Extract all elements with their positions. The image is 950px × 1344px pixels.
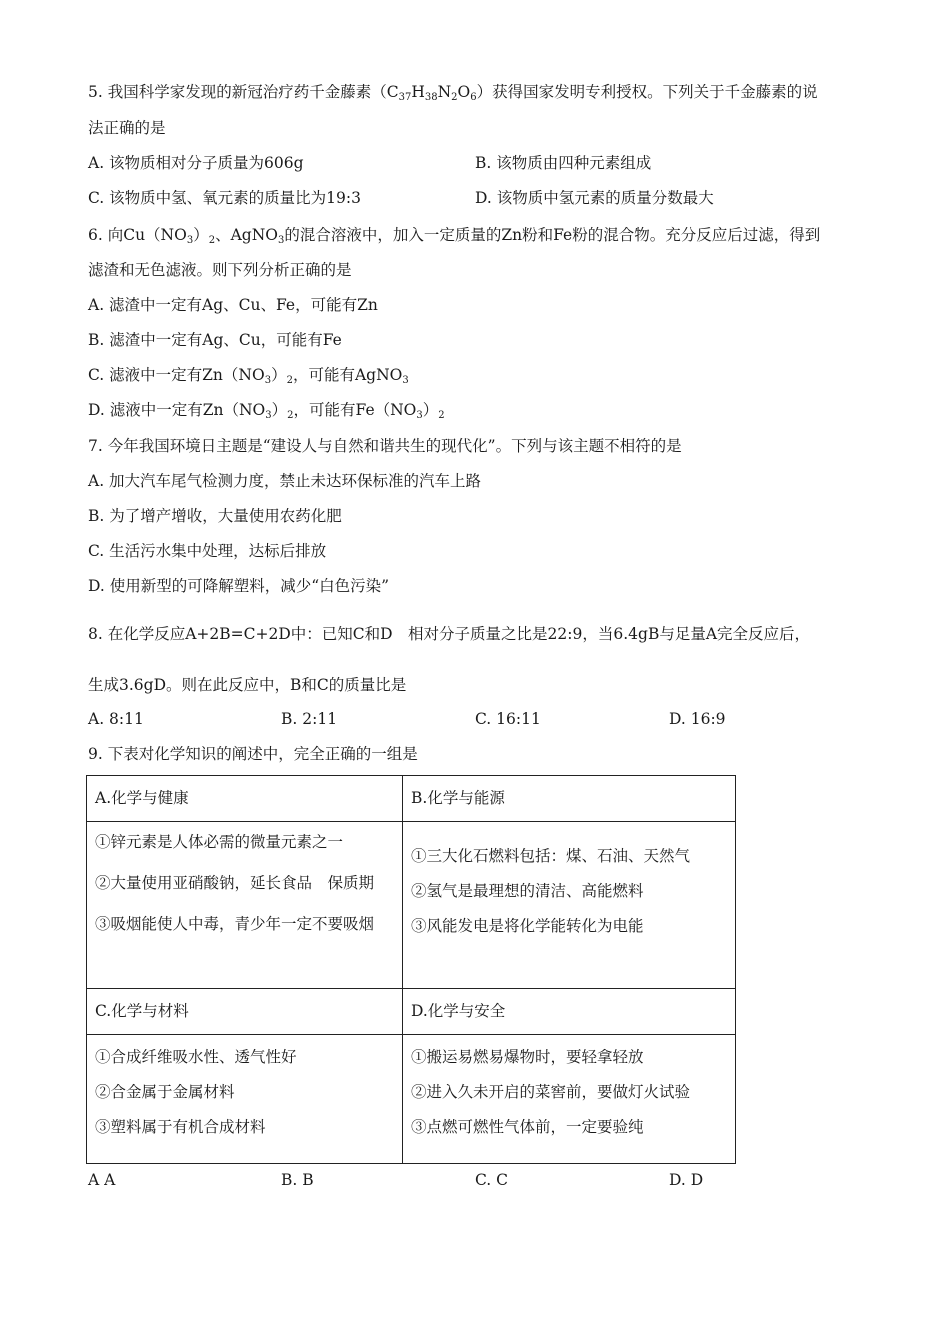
q7-option-a[interactable]: A. 加大汽车尾气检测力度，禁止未达环保标准的汽车上路 bbox=[88, 472, 482, 490]
q6-option-c[interactable]: C. 滤液中一定有$Zn(NO_3)_2$，可能有AgNO$_3$ bbox=[88, 366, 409, 386]
q5-stem-line1: 5. 我国科学家发现的新冠治疗药千金藤素$(C_{37}H_{38}N_2O_6)$获得国家发明专利授权。下列关于千金藤素的说 bbox=[88, 83, 818, 103]
table-cell-c-title: C.化学与材料 bbox=[87, 989, 403, 1035]
list-item: ②合金属于金属材料 bbox=[95, 1083, 235, 1101]
q5-option-c[interactable]: C. 该物质中氢、氧元素的质量比为19:3 bbox=[88, 189, 361, 207]
q8-option-d[interactable]: D. 16:9 bbox=[669, 710, 726, 728]
q6-stem-line2: 滤渣和无色滤液。则下列分析正确的是 bbox=[88, 261, 352, 279]
list-item: ③吸烟能使人中毒，青少年一定不要吸烟 bbox=[95, 915, 375, 933]
q5-option-a[interactable]: A. 该物质相对分子质量为606g bbox=[88, 154, 304, 172]
q6-option-d[interactable]: D. 滤液中一定有$Zn(NO_3)_2$，可能有$Fe(NO_3)_2$ bbox=[88, 401, 445, 421]
list-item: ②进入久未开启的菜窖前，要做灯火试验 bbox=[411, 1083, 691, 1101]
q8-stem-line2: 生成3.6gD。则在此反应中，B和C的质量比是 bbox=[88, 676, 407, 694]
q8-option-b[interactable]: B. 2:11 bbox=[281, 710, 338, 728]
q9-option-d[interactable]: D. D bbox=[669, 1171, 704, 1189]
q7-option-b[interactable]: B. 为了增产增收，大量使用农药化肥 bbox=[88, 507, 342, 525]
table-cell-b-title: B.化学与能源 bbox=[403, 776, 736, 822]
q7-stem: 7. 今年我国环境日主题是“建设人与自然和谐共生的现代化”。下列与该主题不相符的是 bbox=[88, 437, 682, 455]
q5-stem-line2: 法正确的是 bbox=[88, 119, 166, 137]
table-cell-a-items bbox=[87, 822, 403, 989]
table-cell-b-items bbox=[403, 822, 736, 989]
list-item: ③点燃可燃性气体前，一定要验纯 bbox=[411, 1118, 644, 1136]
list-item: ①锌元素是人体必需的微量元素之一 bbox=[95, 833, 344, 851]
table-cell-d-title: D.化学与安全 bbox=[403, 989, 736, 1035]
list-item: ①搬运易燃易爆物时，要轻拿轻放 bbox=[411, 1048, 644, 1066]
q8-option-a[interactable]: A. 8:11 bbox=[88, 710, 144, 728]
list-item: ②氢气是最理想的清洁、高能燃料 bbox=[411, 882, 644, 900]
list-item: ②大量使用亚硝酸钠，延长食品 保质期 bbox=[95, 874, 375, 892]
q8-stem-line1: 8. 在化学反应A+2B=C+2D中：已知C和D 相对分子质量之比是22:9，当6.4gB与足量A完全反应后， bbox=[88, 625, 811, 643]
list-item: ③塑料属于有机合成材料 bbox=[95, 1118, 266, 1136]
q6-option-a[interactable]: A. 滤渣中一定有Ag、Cu、Fe，可能有Zn bbox=[88, 296, 378, 314]
table-cell-c-items bbox=[87, 1035, 403, 1164]
q8-option-c[interactable]: C. 16:11 bbox=[475, 710, 541, 728]
q7-option-c[interactable]: C. 生活污水集中处理，达标后排放 bbox=[88, 542, 327, 560]
q6-option-b[interactable]: B. 滤渣中一定有Ag、Cu，可能有Fe bbox=[88, 331, 342, 349]
q9-option-b[interactable]: B. B bbox=[281, 1171, 314, 1189]
list-item: ①合成纤维吸水性、透气性好 bbox=[95, 1048, 297, 1066]
table-cell-a-title: A.化学与健康 bbox=[87, 776, 403, 822]
q5-option-d[interactable]: D. 该物质中氢元素的质量分数最大 bbox=[475, 189, 714, 207]
list-item: ③风能发电是将化学能转化为电能 bbox=[411, 917, 644, 935]
q9-option-c[interactable]: C. C bbox=[475, 1171, 509, 1189]
q7-option-d[interactable]: D. 使用新型的可降解塑料，减少“白色污染” bbox=[88, 577, 390, 595]
list-item: ①三大化石燃料包括：煤、石油、天然气 bbox=[411, 847, 691, 865]
knowledge-table bbox=[86, 775, 736, 1164]
table-cell-d-items bbox=[403, 1035, 736, 1164]
q9-stem: 9. 下表对化学知识的阐述中，完全正确的一组是 bbox=[88, 745, 418, 763]
q5-option-b[interactable]: B. 该物质由四种元素组成 bbox=[475, 154, 652, 172]
q9-option-a[interactable]: A A bbox=[88, 1171, 116, 1189]
q6-stem-line1: 6. 向$Cu(NO_3)_2$、AgNO$_3$的混合溶液中，加入一定质量的Zn粉和Fe粉的混合物。充分反应后过滤，得到 bbox=[88, 226, 821, 246]
